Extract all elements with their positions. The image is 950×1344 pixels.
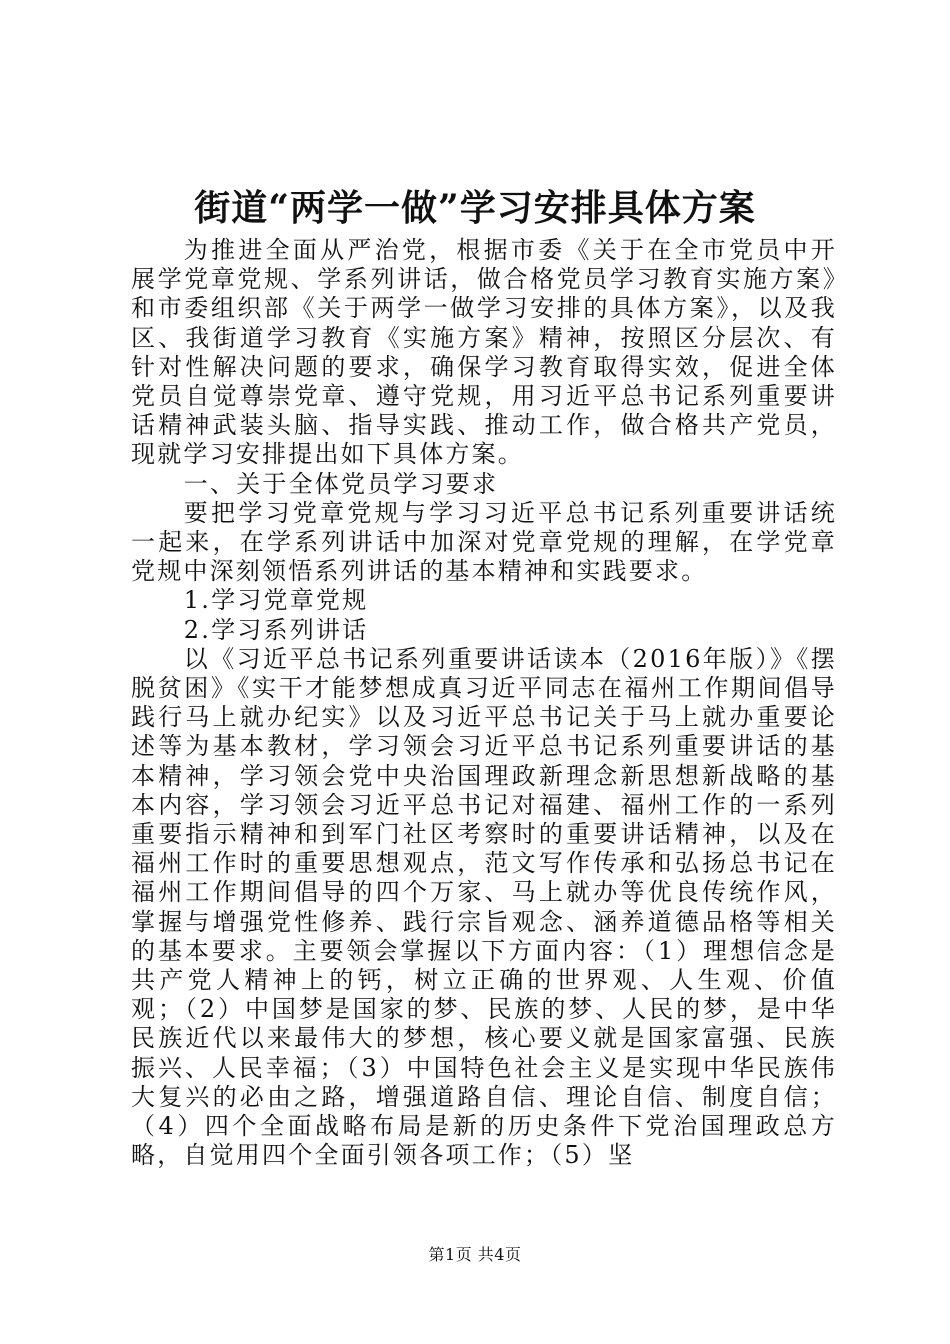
section-heading-1: 一、关于全体党员学习要求 (183, 469, 499, 498)
document-title: 街道“两学一做”学习安排具体方案 (194, 187, 756, 229)
paragraph-study-content: 以《习近平总书记系列重要讲话读本（2016年版）》《摆脱贫困》《实干才能梦想成真习近平同志在福州工作期间倡导践行马上就办纪实》以及习近平总书记关于马上就办重要论述等为基本教材，学习领会习近平总书记系列重要讲话的基本精神，学习领会党中央治国理政新理念新思想新战略的基本内容，学习领会习近平总书记对福建、福州工作的一系列重要指示精神和到军门社区考察时的重要讲话精神，以及在福州工作时的重要思想观点，范文写作传承和弘扬总书记在福州工作期间倡导的四个万家、马上就办等优良传统作风，掌握与增强党性修养、践行宗旨观念、涵养道德品格等相关的基本要求。主要领会掌握以下方面内容：（1）理想信念是共产党人精神上的钙，树立正确的世界观、人生观、价值观；（2）中国梦是国家的梦、民族的梦、人民的梦，是中华民族近代以来最伟大的梦想，核心要义就是国家富强、民族振兴、人民幸福；（3）中国特色社会主义是实现中华民族伟大复兴的必由之路，增强道路自信、理论自信、制度自信；（4）四个全面战略布局是新的历史条件下党治国理政总方略，自觉用四个全面引领各项工作；（5）坚 (131, 644, 837, 1170)
paragraph-intro: 为推进全面从严治党，根据市委《关于在全市党员中开展学党章党规、学系列讲话，做合格党员学习教育实施方案》和市委组织部《关于两学一做学习安排的具体方案》，以及我区、我街道学习教育《实施方案》精神，按照区分层次、有针对性解决问题的要求，确保学习教育取得实效，促进全体党员自觉尊崇党章、遵守党规，用习近平总书记系列重要讲话精神武装头脑、指导实践、推动工作，做合格共产党员，现就学习安排提出如下具体方案。 (131, 236, 837, 469)
page-number: 第1页 共4页 (428, 1245, 522, 1264)
list-item-1: 1.学习党章党规 (183, 586, 369, 615)
list-item-2: 2.学习系列讲话 (183, 615, 369, 644)
paragraph-section-1: 要把学习党章党规与学习习近平总书记系列重要讲话统一起来，在学系列讲话中加深对党章党规的理解，在学党章党规中深刻领悟系列讲话的基本精神和实践要求。 (131, 498, 837, 586)
document-body (131, 236, 837, 1171)
